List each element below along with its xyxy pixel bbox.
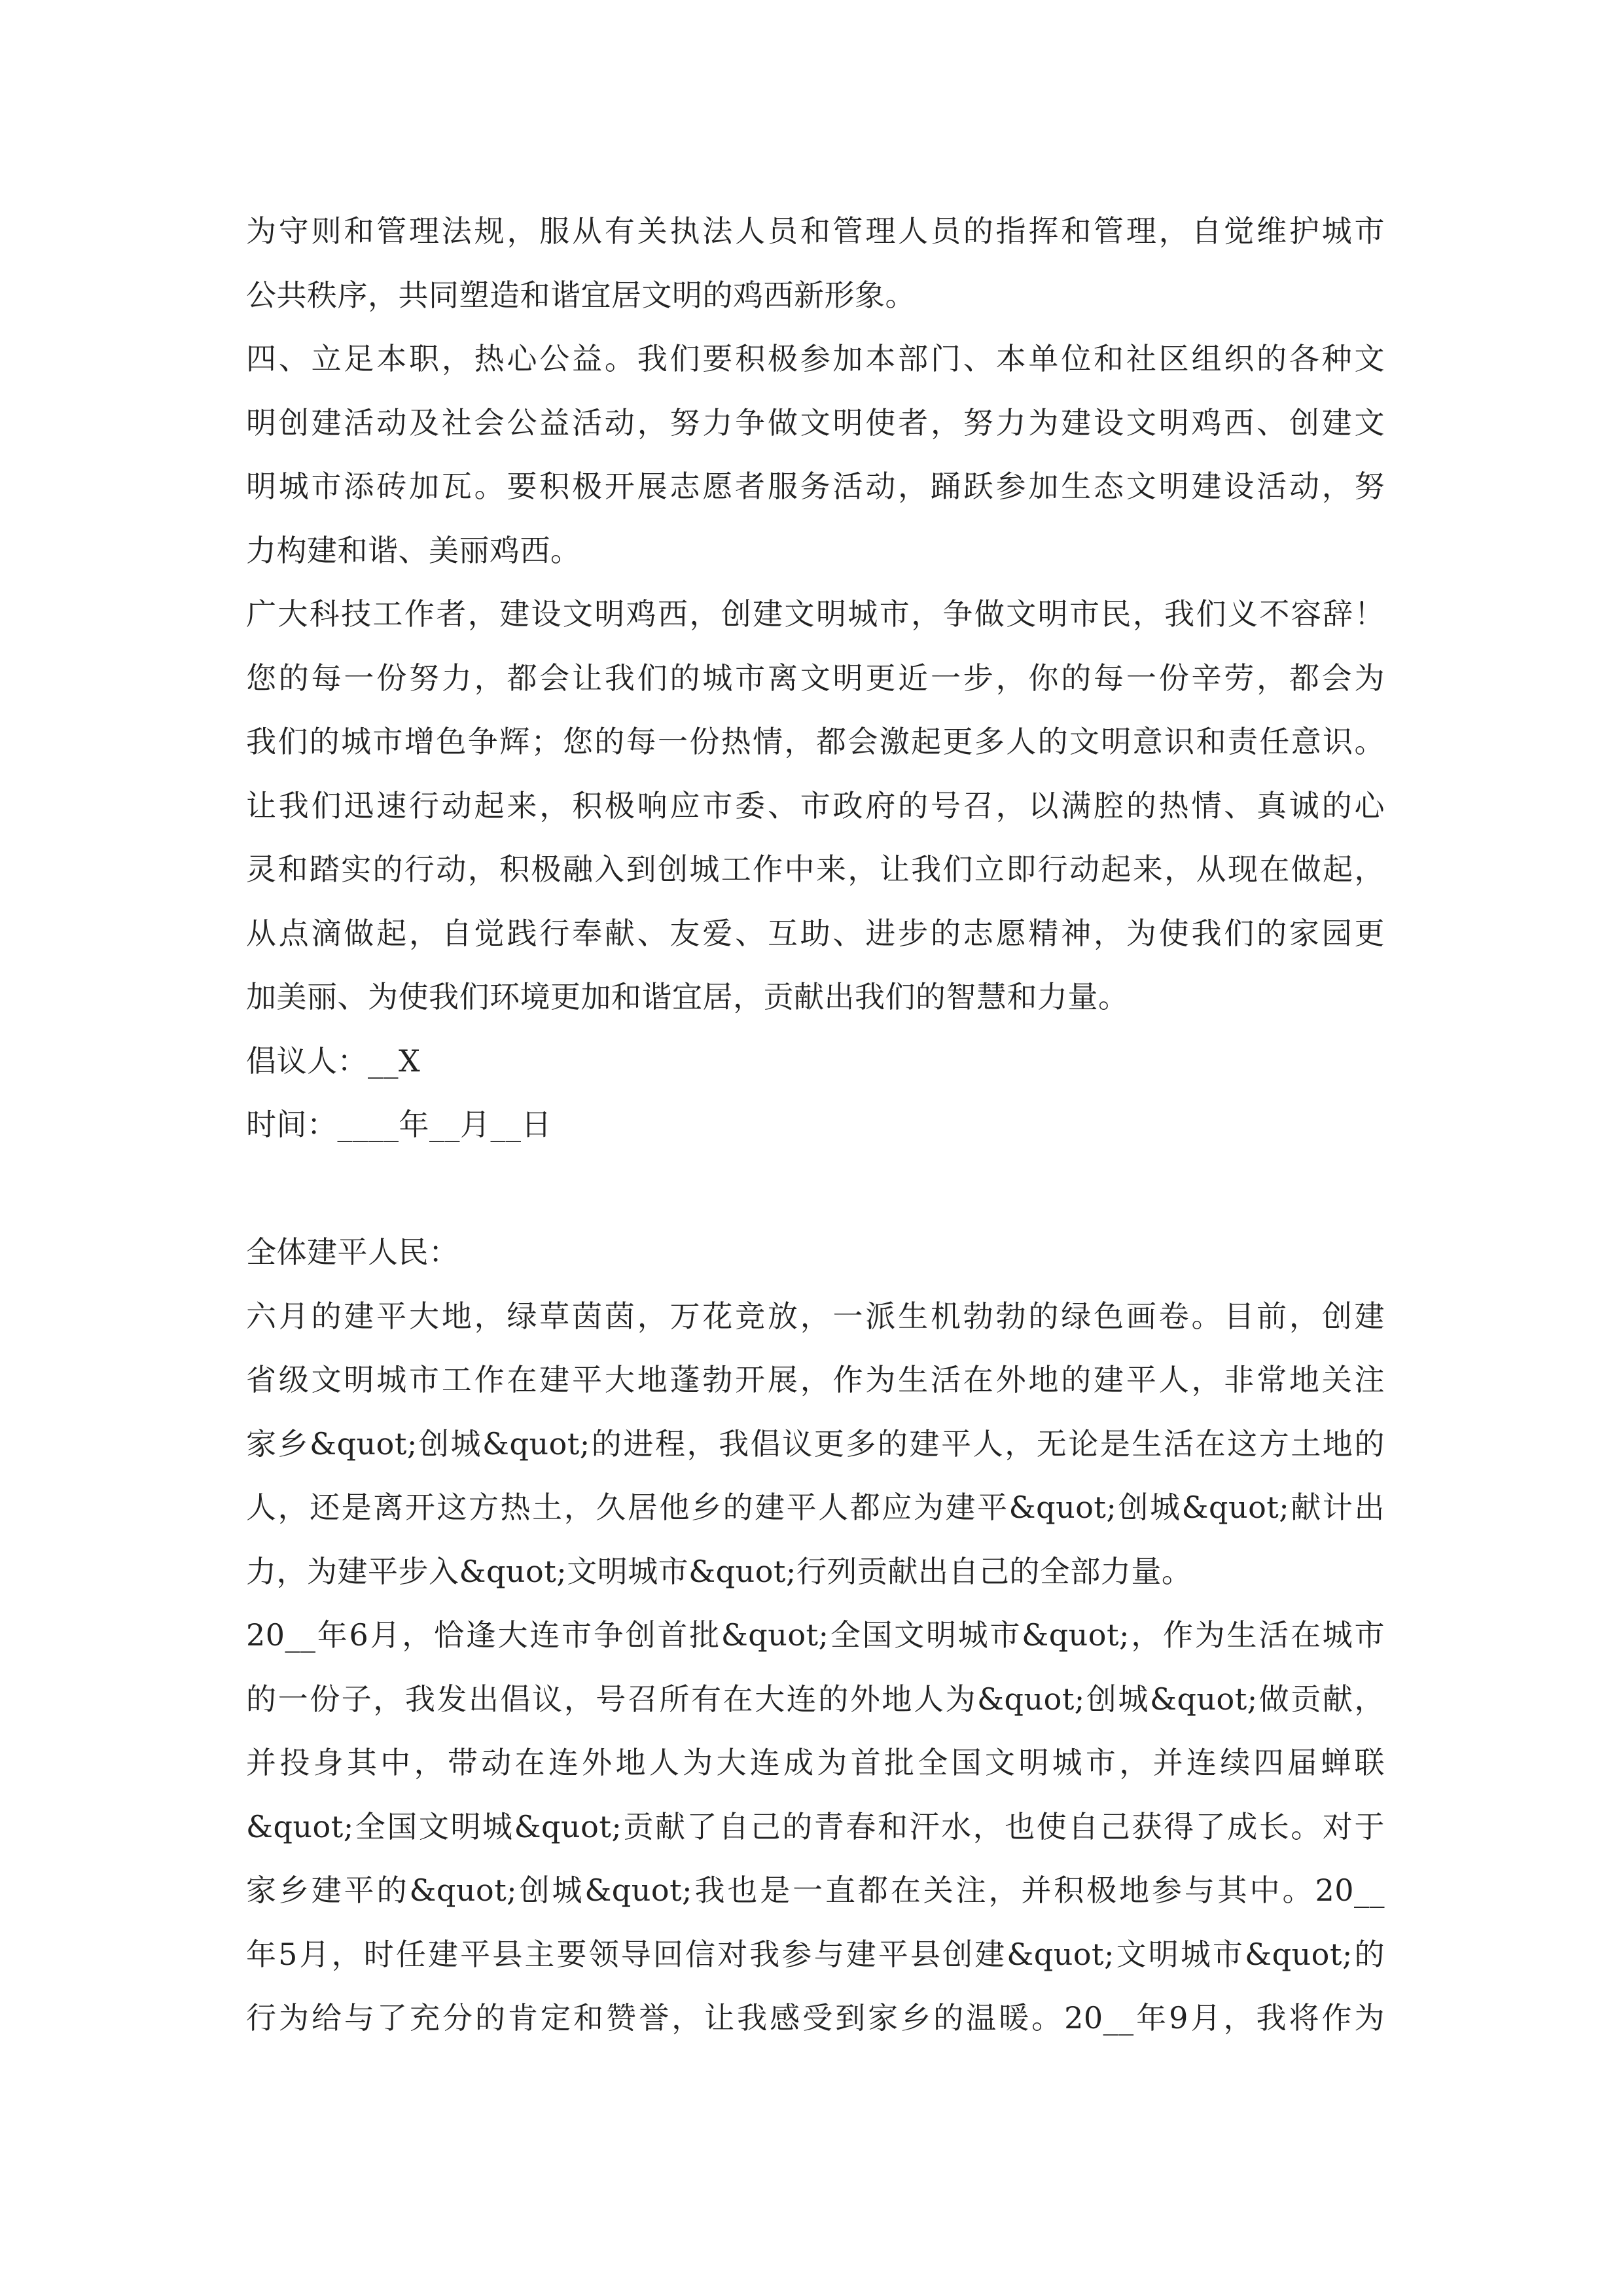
text-line: 省级文明城市工作在建平大地蓬勃开展，作为生活在外地的建平人，非常地关注 — [246, 1362, 1385, 1397]
text-line: 明城市添砖加瓦。要积极开展志愿者服务活动，踊跃参加生态文明建设活动，努 — [246, 469, 1385, 504]
text-line: 四、立足本职，热心公益。我们要积极参加本部门、本单位和社区组织的各种文 — [246, 341, 1385, 376]
text-line: 加美丽、为使我们环境更加和谐宜居，贡献出我们的智慧和力量。 — [246, 979, 1129, 1014]
blank-line — [246, 1157, 1385, 1221]
text-line: 力构建和谐、美丽鸡西。 — [246, 532, 581, 568]
text-line: 您的每一份努力，都会让我们的城市离文明更近一步，你的每一份辛劳，都会为 — [246, 660, 1385, 696]
text-line: 并投身其中，带动在连外地人为大连成为首批全国文明城市，并连续四届蝉联 — [246, 1745, 1385, 1780]
signature-line: 倡议人：__X — [246, 1043, 421, 1079]
text-line: 广大科技工作者，建设文明鸡西，创建文明城市，争做文明市民，我们义不容辞！ — [246, 596, 1385, 632]
text-line: 从点滴做起，自觉践行奉献、友爱、互助、进步的志愿精神，为使我们的家园更 — [246, 915, 1385, 951]
text-line: 让我们迅速行动起来，积极响应市委、市政府的号召，以满腔的热情、真诚的心 — [246, 787, 1385, 823]
text-line: 的一份子，我发出倡议，号召所有在大连的外地人为&quot;创城&quot;做贡献， — [246, 1681, 1385, 1717]
text-line: 年5月，时任建平县主要领导回信对我参与建平县创建&quot;文明城市&quot;的 — [246, 1936, 1385, 1972]
text-line: 我们的城市增色争辉；您的每一份热情，都会激起更多人的文明意识和责任意识。 — [246, 724, 1385, 759]
text-line: 20__年6月，恰逢大连市争创首批&quot;全国文明城市&quot;，作为生活在城市 — [246, 1617, 1385, 1653]
text-line: 家乡建平的&quot;创城&quot;我也是一直都在关注，并积极地参与其中。20__ — [246, 1873, 1385, 1908]
document-body — [246, 200, 1385, 2051]
text-line: 六月的建平大地，绿草茵茵，万花竞放，一派生机勃勃的绿色画卷。目前，创建 — [246, 1298, 1385, 1334]
text-line: 公共秩序，共同塑造和谐宜居文明的鸡西新形象。 — [246, 277, 916, 313]
text-line: 人，还是离开这方热土，久居他乡的建平人都应为建平&quot;创城&quot;献计出 — [246, 1490, 1385, 1525]
text-line: 明创建活动及社会公益活动，努力争做文明使者，努力为建设文明鸡西、创建文 — [246, 404, 1385, 440]
text-line: 家乡&quot;创城&quot;的进程，我倡议更多的建平人，无论是生活在这方土地的 — [246, 1426, 1385, 1462]
date-line: 时间：____年__月__日 — [246, 1107, 552, 1142]
salutation: 全体建平人民： — [246, 1234, 459, 1270]
text-line: 行为给与了充分的肯定和赞誉，让我感受到家乡的温暖。20__年9月，我将作为 — [246, 2000, 1385, 2036]
text-line: 为守则和管理法规，服从有关执法人员和管理人员的指挥和管理，自觉维护城市 — [246, 213, 1385, 249]
text-line: 力，为建平步入&quot;文明城市&quot;行列贡献出自己的全部力量。 — [246, 1553, 1192, 1589]
text-line: &quot;全国文明城&quot;贡献了自己的青春和汗水，也使自己获得了成长。对于 — [246, 1808, 1385, 1844]
text-line: 灵和踏实的行动，积极融入到创城工作中来，让我们立即行动起来，从现在做起， — [246, 852, 1385, 887]
